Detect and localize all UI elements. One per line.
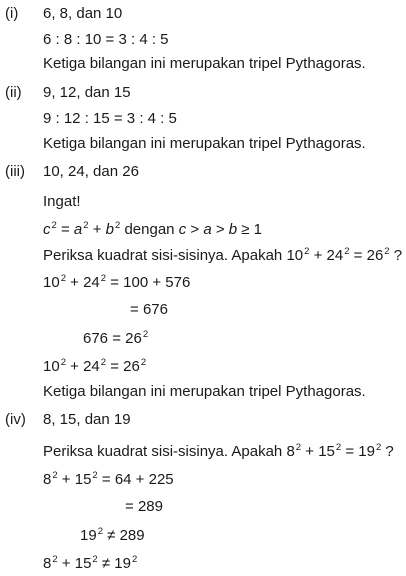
item-number: (ii) [5,84,22,101]
item-number: (iv) [5,411,26,428]
calc-step: $10^2 + 24^2 = 100 + 576$ [43,273,191,291]
calc-step: = 676 [130,301,168,318]
calc-step: = 289 [125,498,163,515]
item-heading: 8, 15, dan 19 [43,411,131,428]
calc-step: $676 = 26^2$ [83,329,149,347]
calc-step: $19^2 \ne 289$ [80,526,145,544]
item-number: (iii) [5,163,25,180]
conclusion: Ketiga bilangan ini merupakan tripel Pythagoras. [43,383,366,400]
calc-step: $10^2 + 24^2 = 26^2$ [43,357,147,375]
remember-note: Ingat! [43,193,81,210]
pythagoras-rule: $c^2 = a^2 + b^2$ dengan c > a > b ≥ 1 [43,220,263,238]
conclusion: Ketiga bilangan ini merupakan tripel Pythagoras. [43,55,366,72]
calc-step: $8^2 + 15^2 \ne 19^2$ [43,554,138,572]
conclusion: Ketiga bilangan ini merupakan tripel Pythagoras. [43,135,366,152]
check-question: Periksa kuadrat sisi-sisinya. Apakah $10^2 + 24^2 = 26^2$ ? [43,246,403,264]
calc-step: $8^2 + 15^2 = 64 + 225$ [43,470,174,488]
item-heading: 6, 8, dan 10 [43,5,123,22]
item-number: (i) [5,5,19,22]
item-heading: 10, 24, dan 26 [43,163,139,180]
ratio-line: 9 : 12 : 15 = 3 : 4 : 5 [43,110,177,127]
check-question: Periksa kuadrat sisi-sisinya. Apakah $8^2 + 15^2 = 19^2$ ? [43,442,394,460]
item-heading: 9, 12, dan 15 [43,84,131,101]
ratio-line: 6 : 8 : 10 = 3 : 4 : 5 [43,31,169,48]
